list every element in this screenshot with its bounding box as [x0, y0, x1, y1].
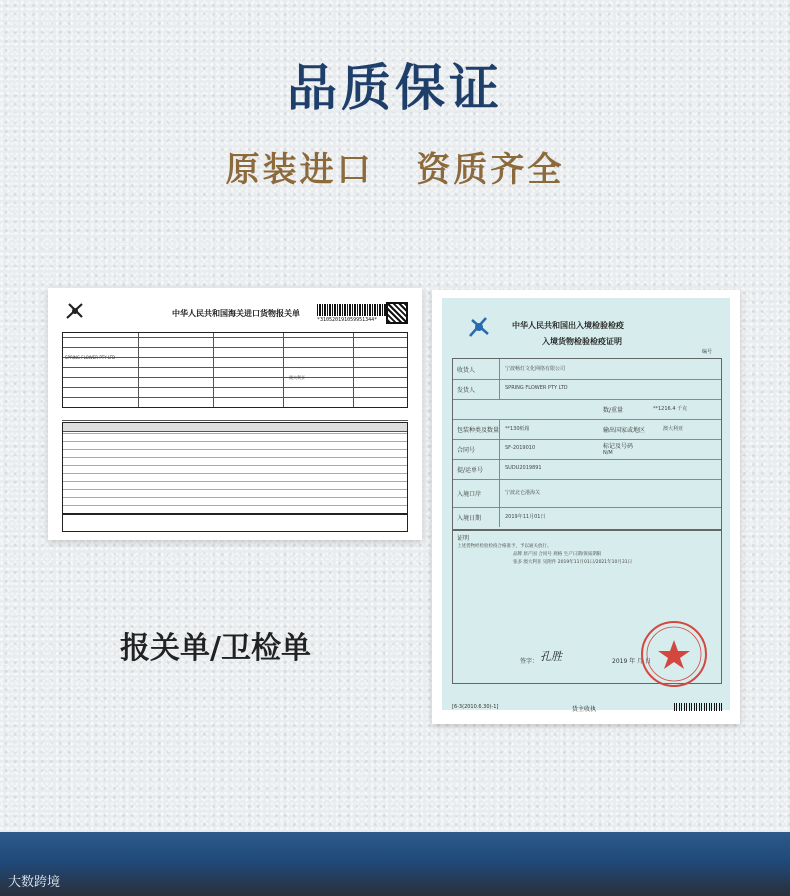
cert-barcode	[674, 703, 722, 711]
customs-header-grid	[62, 332, 408, 408]
page-subtitle	[0, 142, 790, 191]
cert-sign-date: 2019 年 月 日	[612, 658, 651, 665]
cert-signature: 孔胜	[540, 650, 562, 663]
inspection-certificate-image	[432, 290, 740, 724]
cert-title-line1: 中华人民共和国出入境检验检疫	[512, 321, 624, 330]
customs-qr-code	[386, 302, 408, 324]
cert-row-port: 入境口岸 宁波北仑港海关	[453, 479, 721, 508]
page-title: 品质保证	[287, 59, 503, 117]
cert-table	[452, 358, 722, 530]
customs-barcode-text: *310520191059951344*	[317, 317, 378, 323]
footer-band	[0, 832, 790, 896]
customs-items-table	[62, 422, 408, 514]
customs-origin: 澳大利亚	[289, 375, 305, 380]
cert-copy-label: 货主收执	[572, 706, 597, 713]
cert-sign-label: 签字：	[520, 658, 539, 665]
official-seal-icon	[638, 618, 710, 690]
customs-footer	[62, 514, 408, 532]
cert-row-bl: 提/运单号 SUDU2019891	[453, 459, 721, 480]
documents-caption: 报关单/卫检单	[120, 631, 311, 666]
customs-form-title: 中华人民共和国海关进口货物报关单	[172, 309, 300, 318]
cert-remarks: 证明 上述货物经检验检疫合格准予，予以通关放行。 品牌 原产国 合同号 规格 生产日期/保质期限 张多 澳大利亚 见附件 2019年11月01日/2021年10月31日	[452, 530, 722, 684]
inspection-emblem-icon	[464, 312, 494, 342]
cert-row-package: 包装种类及数量 **130纸箱 输出国家或地区 澳大利亚	[453, 419, 721, 440]
watermark: 大数跨境	[8, 875, 61, 890]
cert-row-date: 入境日期 2019年11月01日	[453, 507, 721, 527]
cert-row-contract: 合同号 SF-2019010 标记及号码 N/M	[453, 439, 721, 460]
cert-row-consignor: 发货人 SPRING FLOWER PTY LTD	[453, 379, 721, 400]
cert-row-consignee: 收货人 宁波畅灯文化网络有限公司	[453, 359, 721, 380]
subtitle-right: 资质齐全	[416, 150, 565, 190]
cert-form-code: [6-3(2010.6.30)-1]	[452, 704, 499, 710]
customs-emblem-icon	[64, 300, 86, 322]
cert-row-weight: 数/重量 **1216.4 千克	[453, 399, 721, 420]
subtitle-left: 原装进口	[225, 150, 374, 190]
customs-company: SPRING FLOWER PTY LTD	[65, 355, 116, 360]
customs-declaration-image	[48, 288, 422, 540]
cert-number-label: 编号	[701, 349, 712, 355]
cert-title-line2: 入境货物检验检疫证明	[542, 337, 622, 346]
customs-remarks-line	[62, 410, 408, 421]
